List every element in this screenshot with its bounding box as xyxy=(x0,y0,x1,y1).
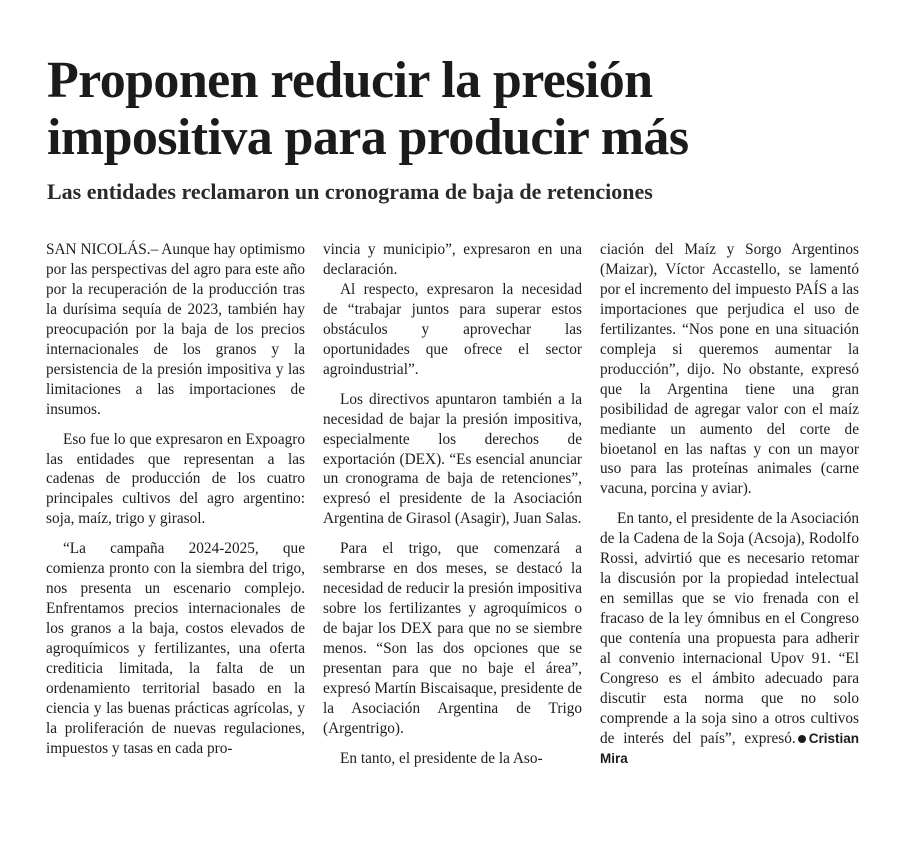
paragraph-text: Aunque hay optimismo por las perspectivas del agro para este año por la recuperación de la producción tras la durísima sequía de 2023, también hay preocupación por la baja de los precios internacionales de los granos y la persistencia de la presión impositiva y las limitaciones a las importaciones de insumos. xyxy=(46,241,305,418)
paragraph: Eso fue lo que expresaron en Expoagro las entidades que representan a las cadenas de producción de los cuatro principales cultivos del agro argentino: soja, maíz, trigo y girasol. xyxy=(46,430,305,528)
dateline: SAN NICOLÁS.– xyxy=(46,241,159,258)
headline: Proponen reducir la presión impositiva para producir más xyxy=(47,52,689,166)
paragraph: vincia y municipio”, expresaron en una declaración. xyxy=(323,241,582,278)
bullet-icon xyxy=(798,735,806,743)
author-byline: Cristian Mira xyxy=(600,730,859,766)
paragraph: Al respecto, expresaron la necesidad de “trabajar juntos para superar estos obstáculos y aprovechar las oportunidades que ofrece el sector agroindustrial”. xyxy=(323,280,582,378)
paragraph: Para el trigo, que comenzará a sembrarse en dos meses, se destacó la necesidad de reducir la presión impositiva sobre los fertilizantes y agroquímicos o de bajar los DEX para que no se siembre menos. “Son las dos opciones que se presentan para que no baje el área”, expresó Martín Biscaisaque, presidente de la Asociación Argentina de Trigo (Argentrigo). xyxy=(323,540,582,737)
subheadline: Las entidades reclamaron un cronograma de baja de retenciones xyxy=(47,179,653,204)
paragraph: En tanto, el presidente de la Aso- xyxy=(340,749,543,767)
column-1 xyxy=(46,240,305,759)
column-3 xyxy=(600,240,859,769)
paragraph xyxy=(46,240,305,420)
column-2 xyxy=(323,240,582,769)
paragraph: “La campaña 2024-2025, que comienza pronto con la siembra del trigo, nos presenta un escenario complejo. Enfrentamos precios internacionales de los granos a la baja, costos elevados de agroquímicos y fertilizantes, una oferta crediticia limitada, la falta de un ordenamiento territorial basado en la ciencia y las buenas prácticas agrícolas, y la proliferación de nuevas regulaciones, impuestos y tasas en cada pro- xyxy=(46,540,305,757)
paragraph-text: En tanto, el presidente de la Asociación de la Cadena de la Soja (Acsoja), Rodolfo Rossi, advirtió que es necesario retomar la discusión por la propiedad intelectual en semillas que se vio frenada con el fracaso de la ley ómnibus en el Congreso que contenía una propuesta para adherir al convenio internacional Upov 91. “El Congreso es el ámbito adecuado para discutir esta norma que no solo comprende a la soja sino a otros cultivos de interés del país”, expresó. xyxy=(600,510,859,747)
paragraph: ciación del Maíz y Sorgo Argentinos (Maizar), Víctor Accastello, se lamentó por el incremento del impuesto PAÍS a las importaciones que perjudica el uso de fertilizantes. “Nos pone en una situación compleja si queremos aumentar la producción”, dijo. No obstante, expresó que la Argentina tiene una gran posibilidad de agregar valor con el maíz mediante un aumento del corte de bioetanol en las naftas y con un mayor uso para las proteínas animales (carne vacuna, porcina y aviar). xyxy=(600,241,859,498)
paragraph: Los directivos apuntaron también a la necesidad de bajar la presión impositiva, especialmente los derechos de exportación (DEX). “Es esencial anunciar un cronograma de baja de retenciones”, expresó el presidente de la Asociación Argentina de Girasol (Asagir), Juan Salas. xyxy=(323,390,582,528)
paragraph xyxy=(600,509,859,768)
